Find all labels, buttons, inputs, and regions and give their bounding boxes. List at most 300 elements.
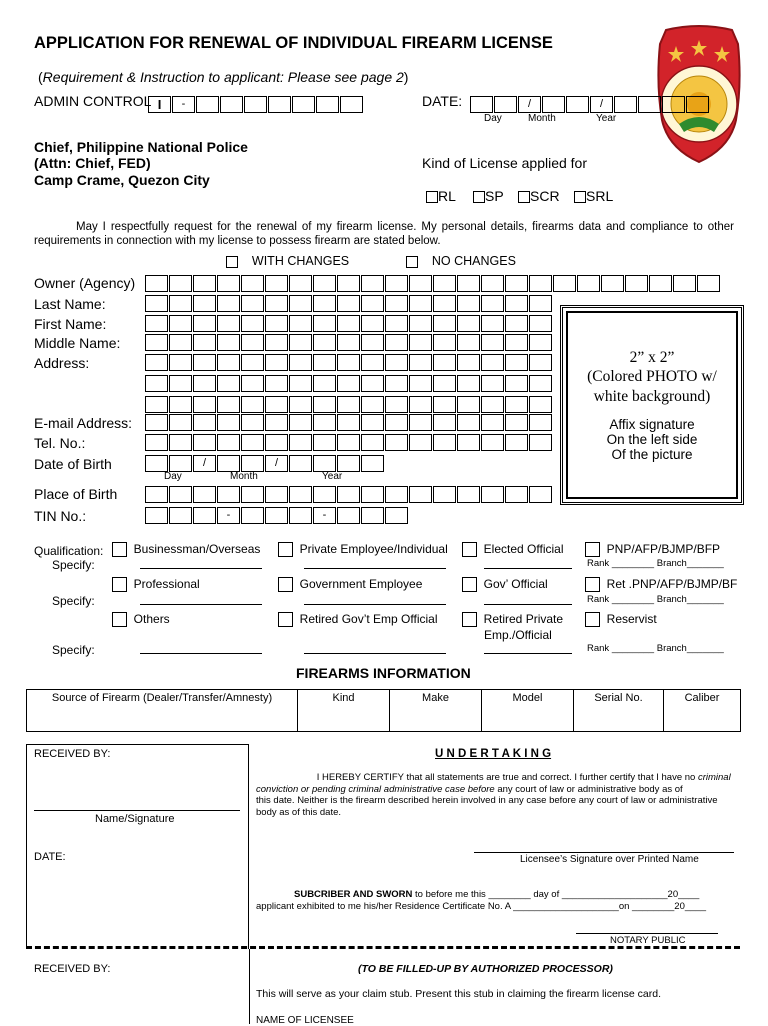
- notary-line[interactable]: [576, 933, 718, 934]
- specify-line[interactable]: [140, 653, 262, 654]
- specify-line[interactable]: [140, 568, 262, 569]
- input-cell[interactable]: [145, 396, 168, 413]
- checkbox-no-changes[interactable]: [406, 256, 418, 268]
- input-cell[interactable]: [409, 486, 432, 503]
- tin-label: TIN No.:: [34, 508, 87, 524]
- input-cell[interactable]: [433, 354, 456, 371]
- input-cell[interactable]: [313, 315, 336, 332]
- input-cell[interactable]: [505, 354, 528, 371]
- input-cell[interactable]: /: [193, 455, 216, 472]
- middle-name-input[interactable]: [145, 334, 553, 351]
- qual-gov-official[interactable]: Gov’ Official: [462, 577, 548, 592]
- input-cell[interactable]: [529, 375, 552, 392]
- checkbox-retired-private[interactable]: [462, 612, 477, 627]
- input-cell[interactable]: [481, 414, 504, 431]
- input-cell[interactable]: [217, 334, 240, 351]
- tel-label: Tel. No.:: [34, 435, 86, 451]
- tel-input[interactable]: [145, 434, 553, 451]
- input-cell[interactable]: [169, 315, 192, 332]
- middle-name-label: Middle Name:: [34, 335, 121, 351]
- input-cell[interactable]: [241, 375, 264, 392]
- licensee-signature-line[interactable]: [474, 852, 734, 853]
- input-cell[interactable]: [433, 334, 456, 351]
- input-cell[interactable]: [361, 507, 384, 524]
- input-cell[interactable]: [409, 295, 432, 312]
- input-cell[interactable]: [361, 455, 384, 472]
- with-changes-option[interactable]: WITH CHANGES: [226, 254, 349, 268]
- input-cell[interactable]: [289, 455, 312, 472]
- last-name-label: Last Name:: [34, 296, 106, 312]
- checkbox-sp[interactable]: [473, 191, 485, 203]
- admin-control-boxes[interactable]: [148, 96, 364, 113]
- qual-government-employee[interactable]: Government Employee: [278, 577, 422, 592]
- input-cell[interactable]: [241, 295, 264, 312]
- input-cell[interactable]: [385, 375, 408, 392]
- photo-description: (Colored PHOTO w/ white background): [587, 368, 717, 405]
- input-cell[interactable]: [505, 275, 528, 292]
- input-cell[interactable]: [289, 295, 312, 312]
- input-cell[interactable]: [193, 396, 216, 413]
- input-cell[interactable]: [529, 396, 552, 413]
- input-cell[interactable]: [505, 375, 528, 392]
- checkbox-with-changes[interactable]: [226, 256, 238, 268]
- input-cell[interactable]: [313, 375, 336, 392]
- input-cell[interactable]: [337, 507, 360, 524]
- input-cell[interactable]: [193, 414, 216, 431]
- input-cell[interactable]: [145, 275, 168, 292]
- input-cell[interactable]: [265, 295, 288, 312]
- checkbox-professional[interactable]: [112, 577, 127, 592]
- input-cell[interactable]: [337, 334, 360, 351]
- input-cell[interactable]: [217, 414, 240, 431]
- qual-businessman[interactable]: Businessman/Overseas: [112, 542, 260, 557]
- input-cell[interactable]: [481, 434, 504, 451]
- input-cell[interactable]: [337, 396, 360, 413]
- input-cell[interactable]: [265, 354, 288, 371]
- checkbox-rl[interactable]: [426, 191, 438, 203]
- input-cell[interactable]: [433, 486, 456, 503]
- owner-label: Owner (Agency): [34, 275, 136, 291]
- input-cell[interactable]: [385, 414, 408, 431]
- license-option-rl[interactable]: RL: [426, 188, 456, 204]
- input-cell[interactable]: [577, 275, 600, 292]
- stub-claim-text: This will serve as your claim stub. Present this stub in claiming the firearm license card.: [256, 988, 661, 1000]
- first-name-input[interactable]: [145, 315, 553, 332]
- input-cell[interactable]: [529, 434, 552, 451]
- input-cell[interactable]: [313, 354, 336, 371]
- name-signature-label: Name/Signature: [95, 813, 175, 825]
- input-cell[interactable]: [337, 315, 360, 332]
- input-cell[interactable]: [289, 434, 312, 451]
- input-cell[interactable]: [265, 414, 288, 431]
- photo-box[interactable]: [560, 305, 744, 505]
- input-cell[interactable]: [481, 334, 504, 351]
- input-cell[interactable]: [217, 396, 240, 413]
- input-cell[interactable]: [217, 315, 240, 332]
- input-cell[interactable]: [553, 275, 576, 292]
- dob-label: Date of Birth: [34, 456, 112, 472]
- input-cell[interactable]: [529, 354, 552, 371]
- input-cell[interactable]: [265, 315, 288, 332]
- dob-month-caption: Month: [230, 471, 258, 482]
- input-cell[interactable]: [313, 455, 336, 472]
- input-cell[interactable]: [193, 354, 216, 371]
- input-cell[interactable]: [409, 396, 432, 413]
- input-cell[interactable]: [193, 507, 216, 524]
- license-option-srl[interactable]: SRL: [574, 188, 613, 204]
- input-cell[interactable]: [433, 295, 456, 312]
- input-cell[interactable]: [241, 396, 264, 413]
- input-cell[interactable]: [505, 295, 528, 312]
- input-cell[interactable]: [337, 354, 360, 371]
- input-cell[interactable]: [145, 295, 168, 312]
- input-cell[interactable]: [193, 295, 216, 312]
- input-cell[interactable]: [433, 414, 456, 431]
- input-cell[interactable]: [313, 486, 336, 503]
- date-slash-1: /: [518, 96, 541, 113]
- input-cell[interactable]: [169, 414, 192, 431]
- input-cell[interactable]: [289, 486, 312, 503]
- input-cell[interactable]: [265, 507, 288, 524]
- input-cell[interactable]: [457, 334, 480, 351]
- firearms-table[interactable]: [26, 689, 741, 732]
- input-cell[interactable]: [361, 396, 384, 413]
- license-option-sp[interactable]: SP: [473, 188, 504, 204]
- qual-ret-pnp[interactable]: Ret .PNP/AFP/BJMP/BF: [585, 577, 737, 592]
- qual-others[interactable]: Others: [112, 612, 170, 627]
- specify-line[interactable]: [484, 568, 572, 569]
- addressee-line-2: (Attn: Chief, FED): [34, 155, 151, 171]
- input-cell[interactable]: [481, 486, 504, 503]
- input-cell[interactable]: [241, 275, 264, 292]
- specify-line[interactable]: [304, 568, 446, 569]
- input-cell[interactable]: [409, 414, 432, 431]
- admin-control-dash: -: [172, 96, 195, 113]
- specify-label-2: Specify:: [52, 594, 95, 608]
- input-cell[interactable]: [409, 434, 432, 451]
- input-cell[interactable]: [385, 295, 408, 312]
- input-cell[interactable]: [385, 315, 408, 332]
- input-cell[interactable]: [433, 396, 456, 413]
- checkbox-pnp[interactable]: [585, 542, 600, 557]
- col-source: Source of Firearm (Dealer/Transfer/Amnesty): [27, 690, 298, 732]
- input-cell[interactable]: [313, 295, 336, 312]
- input-cell[interactable]: [241, 315, 264, 332]
- input-cell[interactable]: [433, 315, 456, 332]
- no-changes-option[interactable]: NO CHANGES: [406, 254, 516, 268]
- input-cell[interactable]: [145, 486, 168, 503]
- input-cell[interactable]: [625, 275, 648, 292]
- specify-line[interactable]: [484, 604, 572, 605]
- input-cell[interactable]: [457, 434, 480, 451]
- input-cell[interactable]: [145, 354, 168, 371]
- qual-retired-private[interactable]: Retired Private: [462, 612, 563, 627]
- input-cell[interactable]: [457, 396, 480, 413]
- input-cell[interactable]: [145, 507, 168, 524]
- input-cell[interactable]: [241, 434, 264, 451]
- specify-line[interactable]: [484, 653, 572, 654]
- input-cell[interactable]: [289, 396, 312, 413]
- checkbox-scr[interactable]: [518, 191, 530, 203]
- input-cell[interactable]: [193, 275, 216, 292]
- photo-signature-3: Of the picture: [611, 447, 693, 462]
- input-cell[interactable]: [505, 396, 528, 413]
- checkbox-elected[interactable]: [462, 542, 477, 557]
- specify-line[interactable]: [304, 604, 446, 605]
- checkbox-srl[interactable]: [574, 191, 586, 203]
- input-cell[interactable]: [481, 396, 504, 413]
- input-cell[interactable]: [529, 315, 552, 332]
- checkbox-reservist[interactable]: [585, 612, 600, 627]
- last-name-input[interactable]: [145, 295, 553, 312]
- input-cell[interactable]: [145, 414, 168, 431]
- rank-branch-2[interactable]: Rank ________ Branch_______: [587, 594, 724, 605]
- input-cell[interactable]: [337, 375, 360, 392]
- input-cell[interactable]: [241, 334, 264, 351]
- input-cell[interactable]: [361, 275, 384, 292]
- input-cell[interactable]: [361, 375, 384, 392]
- input-cell[interactable]: [217, 434, 240, 451]
- input-cell[interactable]: [361, 486, 384, 503]
- sworn-line-1: SUBCRIBER AND SWORN to before me this ________ day of ____________________20____: [294, 889, 700, 900]
- addressee-line-3: Camp Crame, Quezon City: [34, 172, 210, 188]
- address-input-3[interactable]: [145, 396, 553, 413]
- input-cell[interactable]: [193, 315, 216, 332]
- input-cell[interactable]: [289, 414, 312, 431]
- input-cell[interactable]: /: [265, 455, 288, 472]
- input-cell[interactable]: [313, 334, 336, 351]
- input-cell[interactable]: [385, 434, 408, 451]
- rank-branch-1[interactable]: Rank ________ Branch_______: [587, 558, 724, 569]
- input-cell[interactable]: [481, 315, 504, 332]
- specify-line[interactable]: [304, 653, 446, 654]
- input-cell[interactable]: [169, 507, 192, 524]
- checkbox-private-employee[interactable]: [278, 542, 293, 557]
- input-cell[interactable]: [505, 486, 528, 503]
- input-cell[interactable]: [313, 275, 336, 292]
- input-cell[interactable]: [289, 275, 312, 292]
- input-cell[interactable]: [433, 275, 456, 292]
- input-cell[interactable]: -: [313, 507, 336, 524]
- pob-label: Place of Birth: [34, 486, 118, 502]
- input-cell[interactable]: [169, 295, 192, 312]
- input-cell[interactable]: [265, 434, 288, 451]
- input-cell[interactable]: [481, 295, 504, 312]
- input-cell[interactable]: [217, 455, 240, 472]
- input-cell[interactable]: [265, 275, 288, 292]
- dob-input[interactable]: [145, 455, 385, 472]
- input-cell[interactable]: [217, 486, 240, 503]
- checkbox-retired-gov[interactable]: [278, 612, 293, 627]
- address-input-2[interactable]: [145, 375, 553, 392]
- input-cell[interactable]: [433, 434, 456, 451]
- input-cell[interactable]: [289, 334, 312, 351]
- input-cell[interactable]: [241, 486, 264, 503]
- input-cell[interactable]: [409, 275, 432, 292]
- input-cell[interactable]: [385, 275, 408, 292]
- input-cell[interactable]: [409, 354, 432, 371]
- input-cell[interactable]: [289, 354, 312, 371]
- input-cell[interactable]: [337, 455, 360, 472]
- firearms-heading: FIREARMS INFORMATION: [296, 665, 471, 681]
- input-cell[interactable]: [193, 434, 216, 451]
- input-cell[interactable]: [385, 396, 408, 413]
- input-cell[interactable]: [265, 334, 288, 351]
- checkbox-others[interactable]: [112, 612, 127, 627]
- input-cell[interactable]: [193, 375, 216, 392]
- qual-professional[interactable]: Professional: [112, 577, 200, 592]
- input-cell[interactable]: [193, 334, 216, 351]
- input-cell[interactable]: [217, 354, 240, 371]
- email-label: E-mail Address:: [34, 415, 133, 431]
- qual-retired-gov[interactable]: Retired Gov’t Emp Official: [278, 612, 438, 627]
- input-cell[interactable]: [457, 414, 480, 431]
- name-signature-line[interactable]: [34, 810, 240, 811]
- input-cell[interactable]: [457, 486, 480, 503]
- input-cell[interactable]: [361, 295, 384, 312]
- input-cell[interactable]: [481, 375, 504, 392]
- input-cell[interactable]: [169, 455, 192, 472]
- input-cell[interactable]: [241, 507, 264, 524]
- input-cell[interactable]: [145, 315, 168, 332]
- specify-line[interactable]: [140, 604, 262, 605]
- input-cell[interactable]: [409, 334, 432, 351]
- input-cell[interactable]: [649, 275, 672, 292]
- input-cell[interactable]: [337, 414, 360, 431]
- input-cell[interactable]: [217, 295, 240, 312]
- input-cell[interactable]: [265, 396, 288, 413]
- checkbox-government-employee[interactable]: [278, 577, 293, 592]
- input-cell[interactable]: [313, 396, 336, 413]
- input-cell[interactable]: [457, 354, 480, 371]
- checkbox-businessman[interactable]: [112, 542, 127, 557]
- input-cell[interactable]: [505, 434, 528, 451]
- input-cell[interactable]: [409, 375, 432, 392]
- input-cell[interactable]: [313, 414, 336, 431]
- stub-name-of-licensee: NAME OF LICENSEE: [256, 1015, 354, 1026]
- input-cell[interactable]: [385, 334, 408, 351]
- email-input[interactable]: [145, 414, 553, 431]
- undertaking-text: I HEREBY CERTIFY that all statements are true and correct. I further certify that I have no criminal conviction or pending criminal administrative case before any court of law or administrative body as of this date. Neither is the firearm described herein involved in any case before any court of law or administrative body as of this date.: [256, 772, 731, 818]
- qual-retired-private-2: Emp./Official: [484, 628, 552, 642]
- request-text: May I respectfully request for the renewal of my firearm license. My personal details, firearms data and compliance to other requirements in connection with my license to possess firearm are stated below.: [34, 221, 734, 247]
- input-cell[interactable]: [385, 507, 408, 524]
- owner-input[interactable]: [145, 275, 721, 292]
- input-cell[interactable]: [217, 275, 240, 292]
- input-cell[interactable]: [409, 315, 432, 332]
- input-cell[interactable]: [457, 295, 480, 312]
- input-cell[interactable]: [145, 434, 168, 451]
- input-cell[interactable]: [673, 275, 696, 292]
- photo-signature-2: On the left side: [606, 432, 698, 447]
- input-cell[interactable]: [505, 334, 528, 351]
- input-cell[interactable]: [385, 354, 408, 371]
- qual-private-employee[interactable]: Private Employee/Individual: [278, 542, 448, 557]
- input-cell[interactable]: [385, 486, 408, 503]
- input-cell[interactable]: [361, 434, 384, 451]
- input-cell[interactable]: [697, 275, 720, 292]
- input-cell[interactable]: [169, 375, 192, 392]
- input-cell[interactable]: [169, 396, 192, 413]
- input-cell[interactable]: [337, 275, 360, 292]
- input-cell[interactable]: [265, 486, 288, 503]
- input-cell[interactable]: [289, 375, 312, 392]
- input-cell[interactable]: [433, 375, 456, 392]
- input-cell[interactable]: [169, 486, 192, 503]
- input-cell[interactable]: [505, 315, 528, 332]
- input-cell[interactable]: [169, 354, 192, 371]
- input-cell[interactable]: [169, 334, 192, 351]
- input-cell[interactable]: [601, 275, 624, 292]
- input-cell[interactable]: [313, 434, 336, 451]
- tin-input[interactable]: [145, 507, 409, 524]
- input-cell[interactable]: [361, 354, 384, 371]
- input-cell[interactable]: [361, 315, 384, 332]
- col-caliber: Caliber: [664, 690, 741, 732]
- licensee-signature-label: Licensee’s Signature over Printed Name: [520, 854, 699, 865]
- input-cell[interactable]: [241, 354, 264, 371]
- date-boxes[interactable]: [470, 96, 710, 113]
- date-month-caption: Month: [528, 113, 556, 124]
- input-cell[interactable]: [481, 275, 504, 292]
- pob-input[interactable]: [145, 486, 553, 503]
- input-cell[interactable]: [217, 375, 240, 392]
- form-title: APPLICATION FOR RENEWAL OF INDIVIDUAL FIREARM LICENSE: [34, 34, 553, 52]
- input-cell[interactable]: [529, 295, 552, 312]
- input-cell[interactable]: [457, 375, 480, 392]
- input-cell[interactable]: [289, 315, 312, 332]
- input-cell[interactable]: [529, 275, 552, 292]
- input-cell[interactable]: [505, 414, 528, 431]
- input-cell[interactable]: [337, 486, 360, 503]
- input-cell[interactable]: [337, 434, 360, 451]
- license-option-scr[interactable]: SCR: [518, 188, 560, 204]
- input-cell[interactable]: [529, 334, 552, 351]
- qual-elected[interactable]: Elected Official: [462, 542, 564, 557]
- input-cell[interactable]: [361, 414, 384, 431]
- input-cell[interactable]: [337, 295, 360, 312]
- col-make: Make: [390, 690, 482, 732]
- rank-branch-3[interactable]: Rank ________ Branch_______: [587, 643, 724, 654]
- stub-received-by: RECEIVED BY:: [34, 963, 111, 975]
- input-cell[interactable]: -: [217, 507, 240, 524]
- dob-day-caption: Day: [164, 471, 182, 482]
- checkbox-ret-pnp[interactable]: [585, 577, 600, 592]
- input-cell[interactable]: [529, 486, 552, 503]
- input-cell[interactable]: [265, 375, 288, 392]
- input-cell[interactable]: [145, 375, 168, 392]
- address-input-1[interactable]: [145, 354, 553, 371]
- qual-reservist[interactable]: Reservist: [585, 612, 657, 627]
- input-cell[interactable]: [169, 434, 192, 451]
- date-year-caption: Year: [596, 113, 617, 124]
- input-cell[interactable]: [289, 507, 312, 524]
- input-cell[interactable]: [481, 354, 504, 371]
- addressee-line-1: Chief, Philippine National Police: [34, 139, 248, 155]
- input-cell[interactable]: [145, 455, 168, 472]
- input-cell[interactable]: [145, 334, 168, 351]
- checkbox-gov-official[interactable]: [462, 577, 477, 592]
- input-cell[interactable]: [241, 455, 264, 472]
- input-cell[interactable]: [241, 414, 264, 431]
- input-cell[interactable]: [169, 275, 192, 292]
- input-cell[interactable]: [457, 275, 480, 292]
- input-cell[interactable]: [529, 414, 552, 431]
- qual-pnp[interactable]: PNP/AFP/BJMP/BFP: [585, 542, 720, 557]
- input-cell[interactable]: [457, 315, 480, 332]
- input-cell[interactable]: [193, 486, 216, 503]
- input-cell[interactable]: [361, 334, 384, 351]
